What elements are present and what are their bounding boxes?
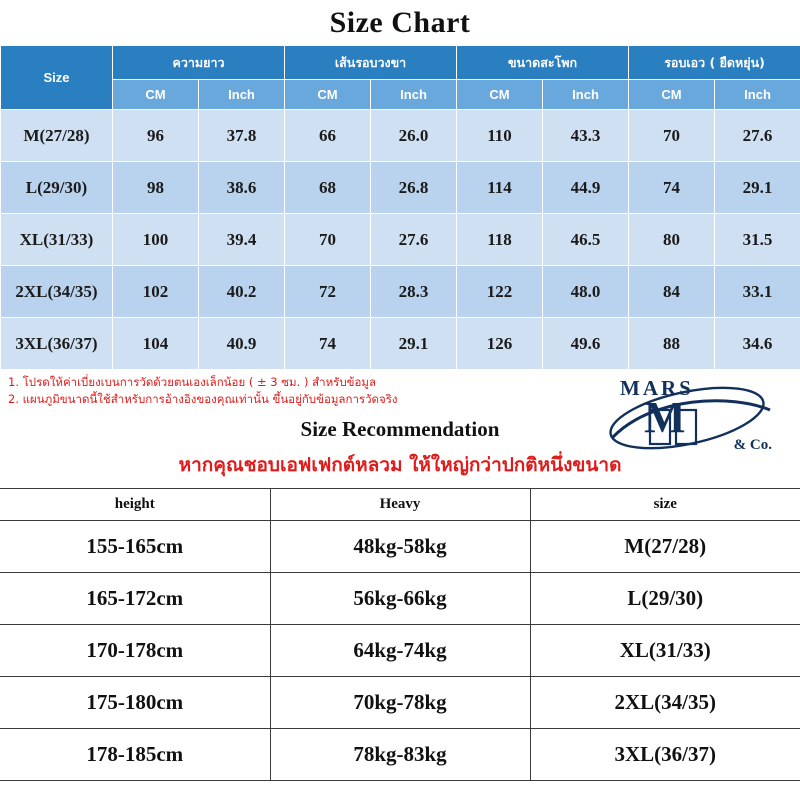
cell-length-inch: 40.9 [199, 318, 285, 370]
cell-waist-cm: 88 [629, 318, 715, 370]
cell-leg-cm: 68 [285, 162, 371, 214]
table-row [0, 521, 800, 573]
table-row [0, 677, 800, 729]
cell-leg-inch: 29.1 [371, 318, 457, 370]
logo-brand-text: MARS [620, 376, 694, 400]
cell-leg-inch: 26.8 [371, 162, 457, 214]
cell-length-cm: 100 [113, 214, 199, 266]
cell-length-inch: 40.2 [199, 266, 285, 318]
cell-length-inch: 39.4 [199, 214, 285, 266]
table-row [1, 110, 800, 162]
table-row [0, 625, 800, 677]
row-size-label: M(27/28) [1, 110, 113, 162]
cell-waist-cm: 84 [629, 266, 715, 318]
chart-subheader-length-cm: CM [113, 80, 199, 110]
row-size-label: 2XL(34/35) [1, 266, 113, 318]
cell-waist-inch: 33.1 [715, 266, 800, 318]
cell-length-cm: 104 [113, 318, 199, 370]
cell-waist-inch: 29.1 [715, 162, 800, 214]
cell-length-inch: 37.8 [199, 110, 285, 162]
row-size-label: 3XL(36/37) [1, 318, 113, 370]
logo-suffix: & Co. [733, 437, 772, 453]
cell-hip-inch: 49.6 [543, 318, 629, 370]
table-row [0, 573, 800, 625]
rec-cell-size: XL(31/33) [530, 625, 800, 677]
row-size-label: L(29/30) [1, 162, 113, 214]
cell-leg-inch: 27.6 [371, 214, 457, 266]
cell-length-cm: 98 [113, 162, 199, 214]
chart-subheader-leg-cm: CM [285, 80, 371, 110]
cell-waist-inch: 31.5 [715, 214, 800, 266]
cell-leg-inch: 28.3 [371, 266, 457, 318]
rec-cell-size: 2XL(34/35) [530, 677, 800, 729]
rec-cell-height: 175-180cm [0, 677, 270, 729]
chart-header-hip: ขนาดสะโพก [457, 46, 629, 80]
cell-waist-inch: 34.6 [715, 318, 800, 370]
rec-cell-size: 3XL(36/37) [530, 729, 800, 781]
cell-waist-cm: 74 [629, 162, 715, 214]
note-line-2: 2. แผนภูมิขนาดนี้ใช้สำหรับการอ้างอิงของคุณเท่านั้น ขึ้นอยู่กับข้อมูลการวัดจริง [8, 392, 398, 406]
chart-subheader-hip-cm: CM [457, 80, 543, 110]
chart-header-row-units [1, 80, 800, 110]
rec-header-height: height [0, 489, 270, 521]
table-row [0, 729, 800, 781]
rec-cell-weight: 78kg-83kg [270, 729, 530, 781]
rec-cell-weight: 48kg-58kg [270, 521, 530, 573]
rec-header-row [0, 489, 800, 521]
rec-cell-weight: 64kg-74kg [270, 625, 530, 677]
rec-cell-height: 170-178cm [0, 625, 270, 677]
cell-leg-inch: 26.0 [371, 110, 457, 162]
cell-waist-inch: 27.6 [715, 110, 800, 162]
chart-header-leg: เส้นรอบวงขา [285, 46, 457, 80]
row-size-label: XL(31/33) [1, 214, 113, 266]
measurement-notes [0, 370, 800, 414]
cell-hip-inch: 46.5 [543, 214, 629, 266]
rec-cell-size: L(29/30) [530, 573, 800, 625]
logo-monogram: M [644, 393, 686, 442]
rec-cell-weight: 70kg-78kg [270, 677, 530, 729]
chart-subheader-hip-inch: Inch [543, 80, 629, 110]
chart-subheader-length-inch: Inch [199, 80, 285, 110]
chart-header-waist: รอบเอว ( ยืดหยุ่น) [629, 46, 800, 80]
page-title: Size Chart [329, 6, 471, 39]
cell-length-cm: 102 [113, 266, 199, 318]
table-row [1, 162, 800, 214]
chart-subheader-leg-inch: Inch [371, 80, 457, 110]
chart-subheader-waist-inch: Inch [715, 80, 800, 110]
cell-waist-cm: 70 [629, 110, 715, 162]
cell-hip-inch: 48.0 [543, 266, 629, 318]
table-row [1, 214, 800, 266]
cell-hip-inch: 44.9 [543, 162, 629, 214]
cell-length-inch: 38.6 [199, 162, 285, 214]
chart-subheader-waist-cm: CM [629, 80, 715, 110]
cell-hip-cm: 114 [457, 162, 543, 214]
rec-cell-height: 165-172cm [0, 573, 270, 625]
chart-header-size: Size [1, 46, 113, 110]
chart-header-row-groups [1, 46, 800, 80]
recommendation-table [0, 488, 800, 781]
table-row [1, 266, 800, 318]
cell-leg-cm: 72 [285, 266, 371, 318]
cell-leg-cm: 74 [285, 318, 371, 370]
cell-hip-cm: 122 [457, 266, 543, 318]
rec-header-weight: Heavy [270, 489, 530, 521]
cell-hip-cm: 118 [457, 214, 543, 266]
cell-waist-cm: 80 [629, 214, 715, 266]
chart-header-length: ความยาว [113, 46, 285, 80]
table-row [1, 318, 800, 370]
cell-leg-cm: 66 [285, 110, 371, 162]
cell-hip-inch: 43.3 [543, 110, 629, 162]
recommendation-subtitle: หากคุณชอบเอฟเฟกต์หลวม ให้ใหญ่กว่าปกติหนึ่งขนาด [178, 454, 622, 476]
recommendation-title: Size Recommendation [300, 417, 500, 441]
cell-hip-cm: 110 [457, 110, 543, 162]
size-chart-table [0, 45, 800, 370]
rec-cell-height: 178-185cm [0, 729, 270, 781]
cell-length-cm: 96 [113, 110, 199, 162]
rec-cell-size: M(27/28) [530, 521, 800, 573]
rec-header-size: size [530, 489, 800, 521]
cell-leg-cm: 70 [285, 214, 371, 266]
note-line-1: 1. โปรดให้ค่าเบี่ยงเบนการวัดด้วยตนเองเล็กน้อย ( ± 3 ซม. ) สำหรับข้อมูล [8, 375, 377, 389]
rec-cell-weight: 56kg-66kg [270, 573, 530, 625]
cell-hip-cm: 126 [457, 318, 543, 370]
rec-cell-height: 155-165cm [0, 521, 270, 573]
